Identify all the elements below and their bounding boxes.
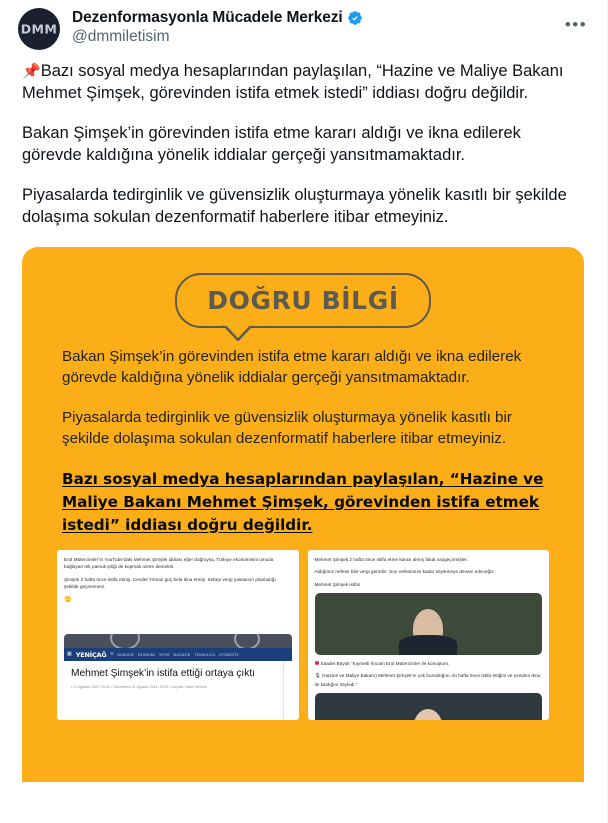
pushpin-icon: 📌 [22,62,41,80]
info-graphic-card[interactable] [22,247,584,782]
news-site-logo: YENİÇAĞ [75,650,107,659]
more-options-icon[interactable]: ••• [564,14,588,34]
right-quote-line-1 [315,660,543,667]
right-quote-line-2 [315,672,543,688]
microphone-icon: 🎙 [314,672,321,679]
right-quote-line-2-text: (Hazine ve Maliye Bakanı) Mehmet Şimşek’in çok bunaldığını, iki hafta önce istifa ettiğini ve yeniden ikna ile kaldığını söyledi.” [314,672,541,687]
speech-bubble [175,273,431,328]
news-nav-item-3[interactable]: MAGAZİN [173,652,191,657]
right-post-line-1: Mehmet Şimşek 2 hafta önce istifa etme kararı almış fakat vazgeçirmişler. [314,557,469,563]
left-post-line-1: Erol Mütercimler’in YouTube’daki Mehmet Şimşek iddiası eğer doğruysa, Türkiye ekonomisini umuda bağlayan tek pamuk ipliği de kopmak üzere demektir. [64,557,274,570]
right-post-text [308,550,550,587]
avatar-logo-text: DMM [20,21,58,37]
verified-badge-icon [347,10,363,26]
news-hero-banner [64,634,292,648]
card-claim-text: Bazı sosyal medya hesaplarından paylaşılan, “Hazine ve Maliye Bakanı Mehmet Şimşek, görevinden istifa etmek istedi” iddiası doğru değildir. [62,469,544,534]
news-sidebar-rail [283,661,292,720]
left-post-text [57,550,299,604]
card-text-body [22,328,584,537]
tweet-paragraph-1 [22,60,585,105]
right-quote-text [308,655,550,688]
evidence-thumbnails [22,550,584,720]
avatar[interactable] [18,8,60,50]
card-paragraph-1: Bakan Şimşek’in görevinden istifa etme kararı aldığı ve ikna edilerek görevde kaldığına yönelik iddialar gerçeği yansıtmamaktadır. [62,347,522,387]
author-name-row [72,9,559,27]
news-nav-item-2[interactable]: SPOR [159,652,170,657]
right-photo-2 [315,693,543,721]
news-nav-item-0[interactable]: GÜNDEM [117,652,134,657]
tweet-paragraph-3: Piyasalarda tedirginlik ve güvensizlik oluşturmaya yönelik kasıtlı bir şekilde dolaşıma sokulan dezenformatif haberlere itibar etmeyiniz. [22,185,567,227]
tweet-paragraph-1-text: Bazı sosyal medya hesaplarından paylaşılan, “Hazine ve Maliye Bakanı Mehmet Şimşek, görevinden istifa etmek istedi” iddiası doğru değildir. [22,62,564,103]
news-nav-item-1[interactable]: EKONOMİ [137,652,156,657]
news-site-screenshot[interactable] [64,634,292,720]
right-quote-line-1-text: Saadet Büyük “Kıymetli hocam Erol Mütercimler ile konuştum. [320,660,450,666]
news-headline: Mehmet Şimşek’in istifa ettiği ortaya çıktı [71,668,256,680]
news-byline: • 21 Ağustos 2024 / 09:40 • Güncelleme 21 Ağustos 2024 / 09:52 • Kaynak: Haber Merkezi [71,685,208,690]
card-paragraph-2: Piyasalarda tedirginlik ve güvensizlik oluşturmaya yönelik kasıtlı bir şekilde dolaşıma sokulan dezenformatif haberlere itibar etmeyiniz. [62,408,512,448]
tweet-text-body [0,56,607,247]
author-identity [72,8,559,46]
person-suit-shape [399,635,457,655]
news-nav-item-5[interactable]: OTOMOTİV [219,652,239,657]
news-menu-icon[interactable]: ≡ [110,651,114,658]
right-post-line-2: Aldığımız nefese bile vergi getirdin. Son nefesimize kadar söylemeye devam edeceğiz: [314,569,495,575]
left-post-line-2: Şimşek 2 hafta önce istifa etmiş. Cevdet Yılmaz güç bela ikna etmiş. Sebep vergi yasasının planladığı şekilde geçmemesi. [64,576,276,589]
speech-bubble-tail-icon [223,324,253,341]
author-handle[interactable]: @dmmiletisim [72,28,170,45]
badge-label: DOĞRU BİLGİ [207,285,399,315]
tweet-paragraph-2: Bakan Şimşek’in görevinden istifa etme kararı aldığı ve ikna edilerek görevde kaldığına yönelik iddialar gerçeği yansıtmamaktadır. [22,123,521,165]
right-photo-1 [315,593,543,655]
tweet-header [0,0,607,56]
news-site-nav [64,648,292,661]
right-post-line-3: Mehmet Şimşek istifa! [314,581,361,587]
left-post-emoji: 🫣 [64,595,72,603]
news-hamburger-icon[interactable]: ▦ [67,651,72,658]
person-head-shape-2 [413,709,443,721]
red-circle-icon [315,661,319,665]
evidence-thumbnail-right[interactable] [308,550,550,720]
news-nav-item-4[interactable]: TEKNOLOJİ [194,652,216,657]
badge-container [22,265,584,328]
author-display-name[interactable]: Dezenformasyonla Mücadele Merkezi [72,9,343,26]
evidence-thumbnail-left[interactable] [57,550,299,720]
